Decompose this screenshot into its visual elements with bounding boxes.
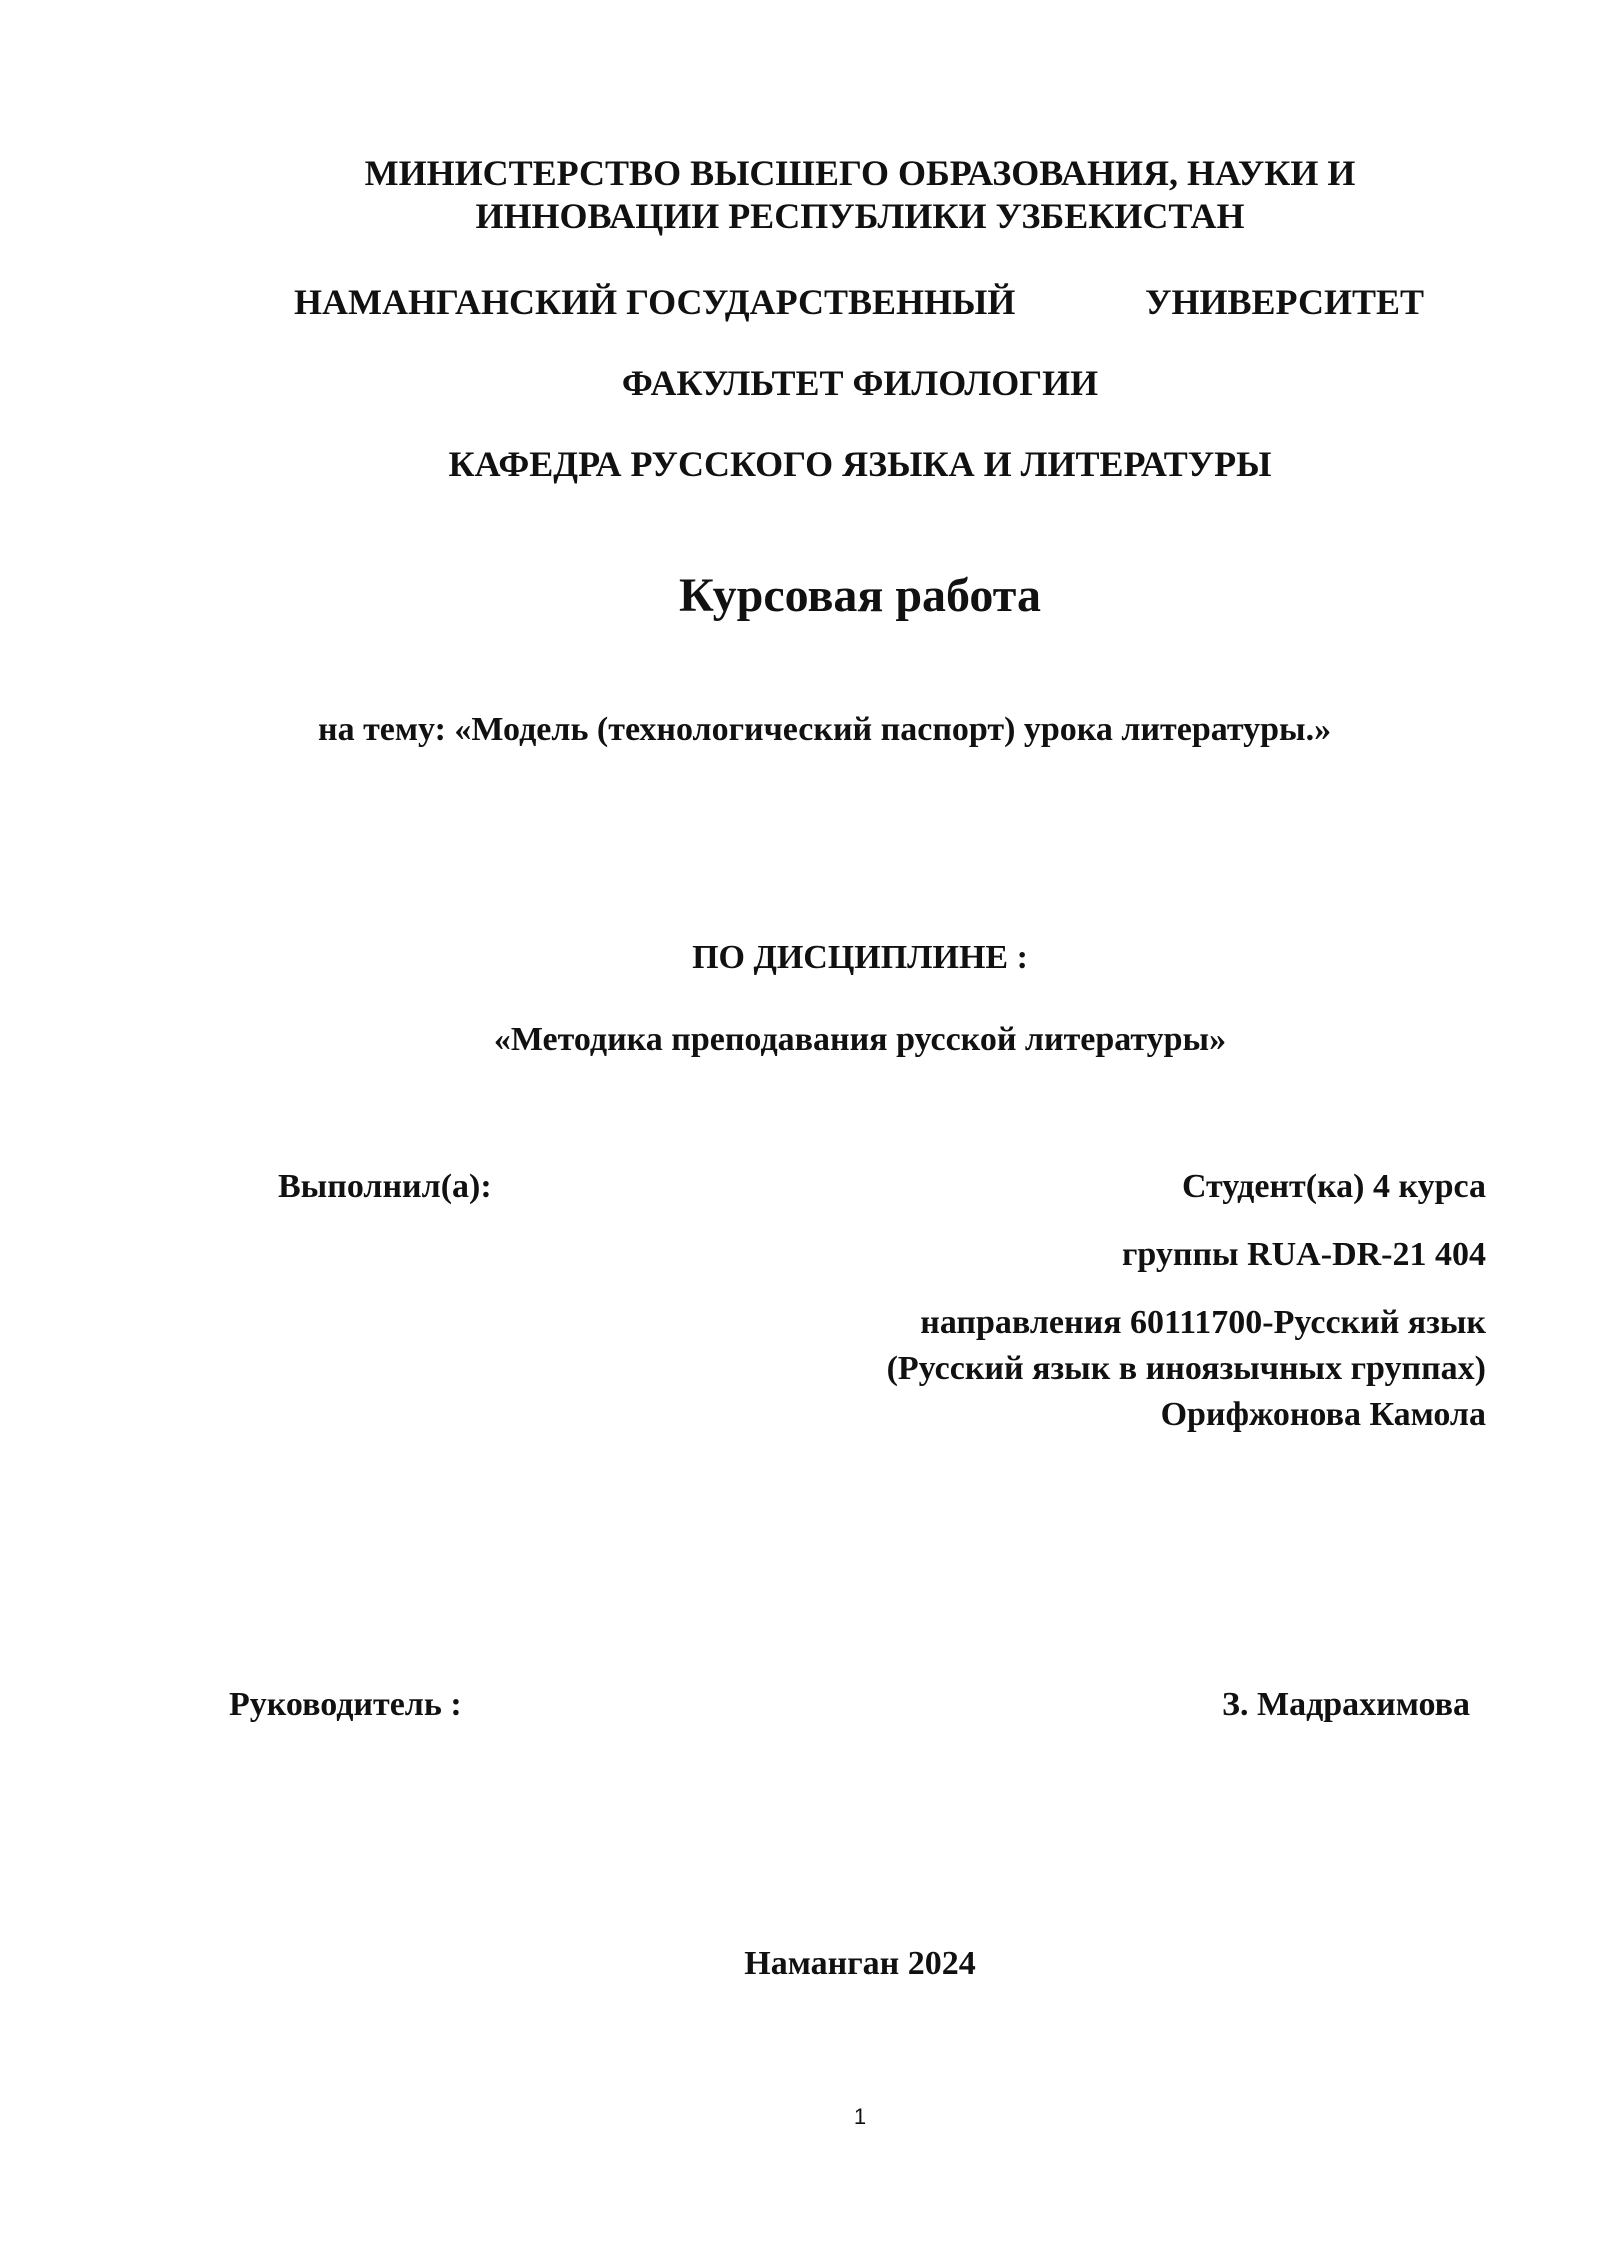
supervisor-label: Руководитель : xyxy=(229,1686,462,1723)
author-course: Студент(ка) 4 курса xyxy=(1181,1168,1486,1205)
author-direction xyxy=(887,1300,1486,1438)
university-name xyxy=(294,282,1424,323)
page-number: 1 xyxy=(853,2104,867,2129)
author-direction-line-1: направления 60111700-Русский язык xyxy=(920,1304,1486,1341)
document-title: Курсовая работа xyxy=(679,569,1041,622)
city-year: Наманган 2024 xyxy=(744,1945,976,1982)
ministry-line-1: МИНИСТЕРСТВО ВЫСШЕГО ОБРАЗОВАНИЯ, НАУКИ И xyxy=(364,153,1356,193)
discipline-label: ПО ДИСЦИПЛИНЕ : xyxy=(692,939,1028,976)
faculty-name: ФАКУЛЬТЕТ ФИЛОЛОГИИ xyxy=(621,363,1099,403)
author-group: группы RUA-DR-21 404 xyxy=(1121,1236,1486,1273)
university-name-part-1: НАМАНГАНСКИЙ ГОСУДАРСТВЕННЫЙ xyxy=(294,282,1016,322)
university-name-part-2: УНИВЕРСИТЕТ xyxy=(1145,282,1424,322)
author-direction-line-2: (Русский язык в иноязычных группах) xyxy=(886,1350,1486,1387)
author-label: Выполнил(а): xyxy=(278,1168,492,1205)
ministry-line-2: ИННОВАЦИИ РЕСПУБЛИКИ УЗБЕКИСТАН xyxy=(475,196,1245,236)
discipline-name: «Методика преподавания русской литературы» xyxy=(493,1021,1227,1058)
author-name: Орифжонова Камола xyxy=(1160,1396,1486,1433)
department-name: КАФЕДРА РУССКОГО ЯЗЫКА И ЛИТЕРАТУРЫ xyxy=(448,444,1272,484)
work-topic: на тему: «Модель (технологический паспорт) урока литературы.» xyxy=(318,711,1332,748)
supervisor-name: З. Мадрахимова xyxy=(1222,1686,1470,1723)
